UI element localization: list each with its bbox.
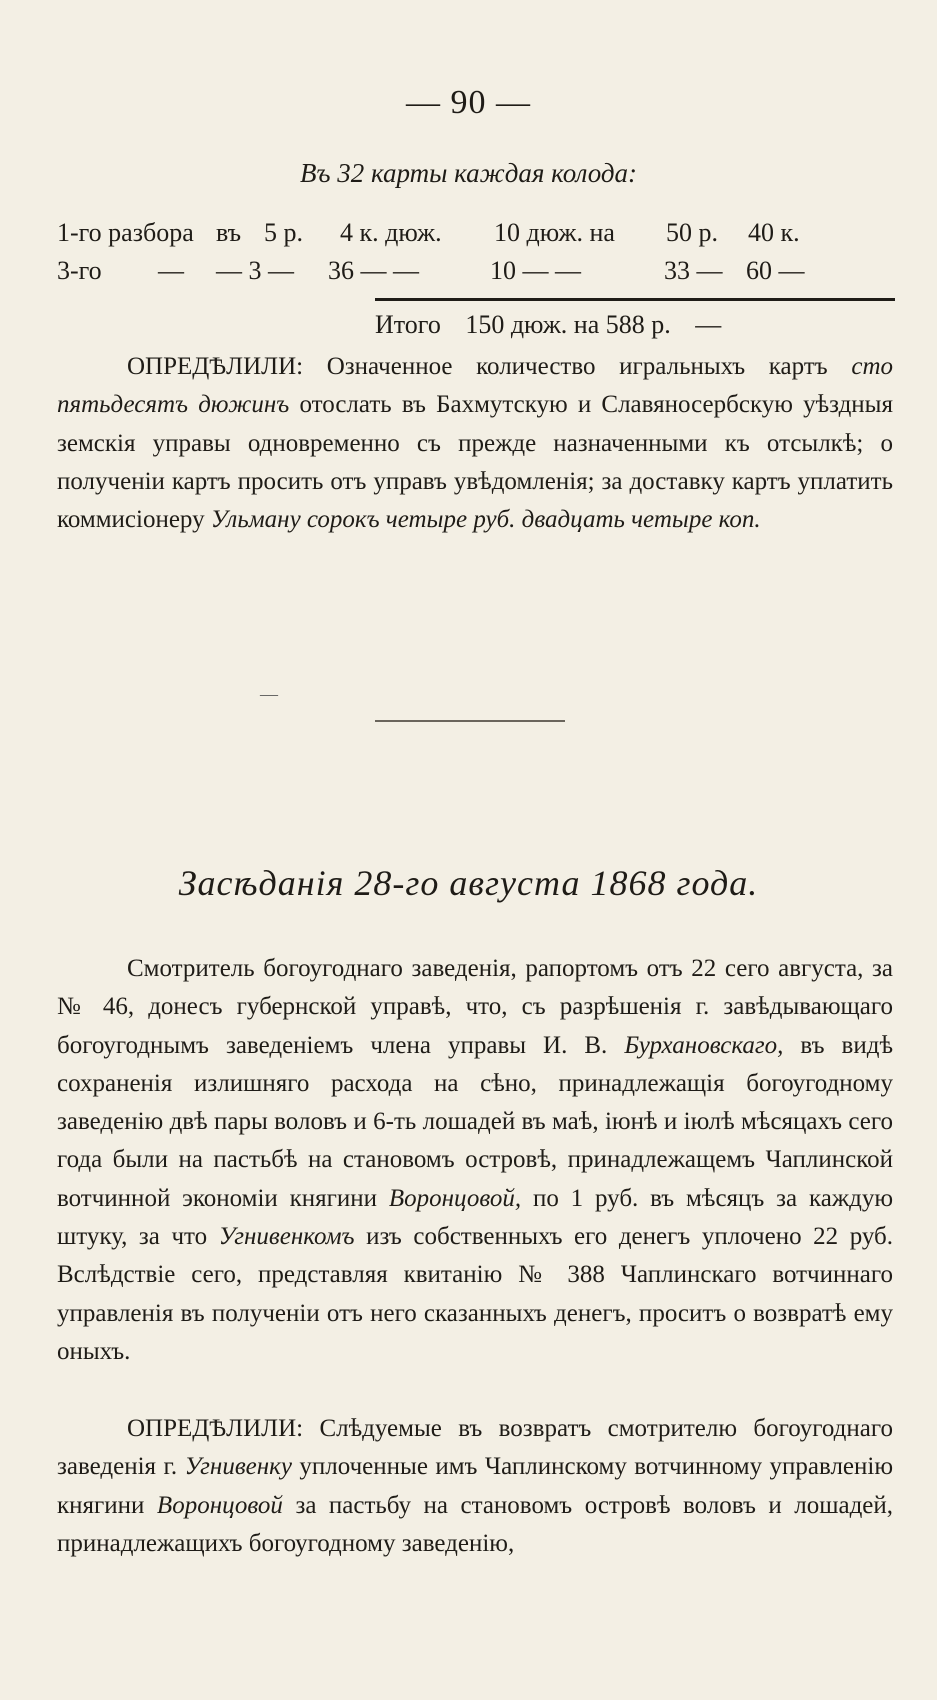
report-text: въ видѣ сохраненія излишняго расхода на сѣно, принадлежащія богоугодному заведенію двѣ пары воловъ и 6-ть лошадей въ маѣ, іюнѣ и іюлѣ мѣсяцахъ сего года были на пастьбѣ на становомъ островѣ, принадлежащемъ Чаплинской вотчинной экономіи княгини: [57, 1031, 894, 1212]
report-text: Смотритель богоугоднаго заведенія, рапортомъ отъ 22 сего августа, за № 46, донесъ губернской управѣ, что, съ разрѣшенія г. завѣдывающаго богоугоднымъ заведеніемъ члена управы И. В.: [57, 955, 893, 1059]
resolution-text: отослать въ Бахмутскую и Славяносербскую уѣздныя земскія управы одновременно съ прежде назначенными къ отсылкѣ; о полученіи картъ просить отъ управъ увѣдомленія; за доставку картъ уплатить коммисіонеру: [57, 391, 893, 534]
resolution-italic-text: сто пятьдесятъ дюжинъ: [57, 353, 894, 419]
resolution-text: за пастьбу на становомъ островѣ воловъ и лошадей, принадлежащихъ богоугодному заведенію,: [57, 1491, 894, 1557]
report-italic-text: Угнивенкомъ: [218, 1223, 355, 1251]
resolution-paragraph-1: [57, 348, 893, 539]
row-kop: 36 — —: [328, 256, 419, 285]
row-rub: 5 р.: [264, 218, 303, 247]
report-italic-text: Воронцовой,: [388, 1184, 522, 1212]
row-kop: 4 к. дюж.: [340, 218, 442, 247]
row-sum-k: 40 к.: [748, 218, 800, 247]
card-deck-subheading: Въ 32 карты каждая колода:: [300, 158, 637, 188]
report-text: по 1 руб. въ мѣсяцъ за каждую штуку, за что: [57, 1184, 894, 1251]
separator-line: [375, 720, 565, 722]
row-prep: —: [158, 256, 184, 285]
total-rule: [375, 298, 895, 301]
report-paragraph: [57, 950, 893, 1371]
row-sum-r: 33 —: [664, 256, 723, 285]
table-total: [375, 310, 739, 340]
row-qty: 10 — —: [490, 256, 581, 285]
row-sort: 1-го разбора: [57, 218, 194, 247]
resolution-paragraph-2: [57, 1410, 893, 1563]
resolution-italic-text: Угнивенку: [184, 1453, 292, 1481]
separator-mark: —: [260, 684, 278, 704]
report-italic-text: Бурхановскаго,: [624, 1031, 784, 1059]
row-sum-k: 60 —: [746, 256, 805, 285]
row-qty: 10 дюж. на: [494, 218, 615, 247]
session-title: Засѣданія 28-го августа 1868 года.: [178, 863, 759, 903]
total-dash: —: [695, 310, 722, 339]
resolution-text: Означенное количество игральныхъ картъ: [326, 353, 828, 380]
row-sort: 3-го: [57, 256, 102, 285]
total-qty: 150 дюж. на 588 р.: [465, 310, 671, 339]
total-label: Итого: [375, 310, 441, 339]
report-text: изъ собственныхъ его денегъ уплочено 22 руб. Вслѣдствіе сего, представляя квитанію № 388 Чаплинскаго вотчиннаго управленія въ полученіи отъ него сказанныхъ денегъ, проситъ о возвратѣ ему оныхъ.: [57, 1223, 894, 1365]
row-sum-r: 50 р.: [666, 218, 718, 247]
row-prep: въ: [216, 218, 242, 247]
row-rub: — 3 —: [216, 256, 294, 285]
resolution-lead: ОПРЕДѢЛИЛИ:: [127, 1415, 304, 1442]
resolution-italic-text: Ульману сорокъ четыре руб. двадцать четыре коп.: [210, 506, 761, 534]
page-number: — 90 —: [406, 84, 531, 121]
resolution-italic-text: Воронцовой: [156, 1491, 283, 1519]
resolution-lead: ОПРЕДѢЛИЛИ:: [127, 353, 304, 380]
resolution-text: уплоченные имъ Чаплинскому вотчинному управленію княгини: [57, 1453, 894, 1519]
resolution-text: Слѣдуемые въ возвратъ смотрителю богоугоднаго заведенія г.: [57, 1415, 894, 1481]
